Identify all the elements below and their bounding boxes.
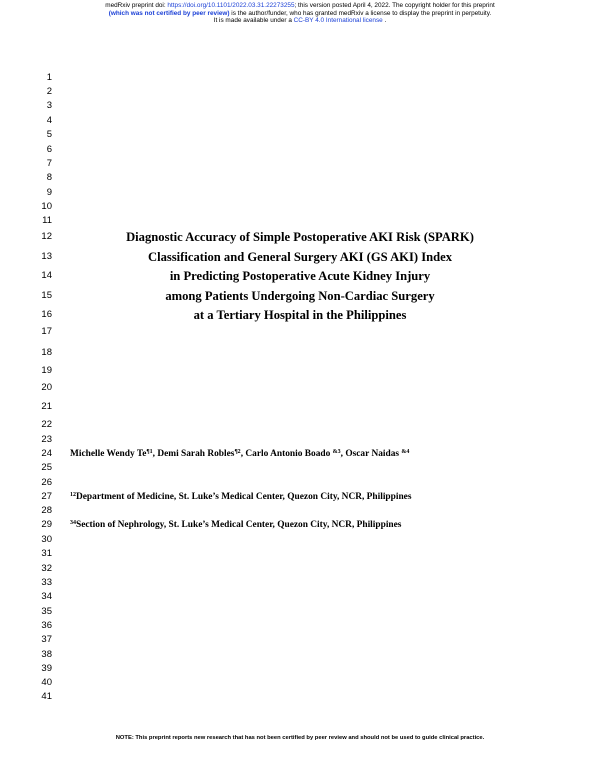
line-number: 36 <box>41 620 52 631</box>
line-number: 32 <box>41 563 52 574</box>
line-number: 38 <box>41 649 52 660</box>
affiliation-2-text: Section of Nephrology, St. Luke’s Medical Center, Quezon City, NCR, Philippines <box>76 520 402 530</box>
line-number: 33 <box>41 577 52 588</box>
author-2: , Demi Sarah Robles <box>152 449 235 459</box>
author-2-mark: ¶2 <box>234 449 241 455</box>
line-number: 18 <box>41 347 52 358</box>
affiliation-2 <box>70 520 401 531</box>
preprint-footer-note: NOTE: This preprint reports new research that has not been certified by peer review and should not be used to guide clinical practice. <box>115 735 485 741</box>
affiliation-1-mark: 12 <box>70 492 76 498</box>
line-number: 26 <box>41 477 52 488</box>
author-3-mark: &3 <box>332 449 341 455</box>
line-number: 23 <box>41 434 52 445</box>
line-number: 28 <box>41 505 52 516</box>
title-line: Diagnostic Accuracy of Simple Postoperative AKI Risk (SPARK) <box>126 230 474 244</box>
line-number: 9 <box>46 187 52 198</box>
line-number: 5 <box>46 129 52 140</box>
affiliation-1 <box>70 492 411 503</box>
header-line-1 <box>0 2 600 10</box>
header-period: . <box>382 17 387 25</box>
line-number: 12 <box>41 231 52 242</box>
header-license-text: is the author/funder, who has granted medRxiv a license to display the preprint in perpetuity. <box>229 9 492 17</box>
line-number: 1 <box>46 72 52 83</box>
author-list <box>70 449 409 460</box>
line-number: 6 <box>46 144 52 155</box>
line-number: 20 <box>41 382 52 393</box>
doi-link[interactable]: https://doi.org/10.1101/2022.03.31.22273255 <box>167 2 295 9</box>
line-number: 25 <box>41 462 52 473</box>
line-number: 40 <box>41 677 52 688</box>
line-number: 13 <box>41 251 52 262</box>
line-number: 16 <box>41 309 52 320</box>
line-number: 34 <box>41 591 52 602</box>
line-number: 15 <box>41 290 52 301</box>
line-number: 17 <box>41 326 52 337</box>
header-copyright-text: ; this version posted April 4, 2022. The copyright holder for this preprint <box>294 2 495 9</box>
author-1: Michelle Wendy Te <box>70 449 147 459</box>
line-number: 24 <box>41 448 52 459</box>
author-1-mark: ¶1 <box>146 449 153 455</box>
line-number: 30 <box>41 534 52 545</box>
title-line: Classification and General Surgery AKI (GS AKI) Index <box>147 250 453 264</box>
line-number: 2 <box>46 86 52 97</box>
header-line-2 <box>0 10 600 18</box>
line-number: 39 <box>41 663 52 674</box>
line-number: 22 <box>41 419 52 430</box>
title-line: among Patients Undergoing Non-Cardiac Surgery <box>165 289 435 303</box>
title-line: at a Tertiary Hospital in the Philippines <box>193 308 407 322</box>
header-availability-text: It is made available under a <box>213 17 294 25</box>
affiliation-1-text: Department of Medicine, St. Luke’s Medical Center, Quezon City, NCR, Philippines <box>76 492 412 502</box>
line-number: 21 <box>41 401 52 412</box>
line-number: 8 <box>46 172 52 183</box>
line-number: 7 <box>46 158 52 169</box>
line-number: 14 <box>41 270 52 281</box>
line-number: 19 <box>41 365 52 376</box>
line-number: 4 <box>46 115 52 126</box>
line-number: 29 <box>41 519 52 530</box>
line-number: 35 <box>41 606 52 617</box>
line-number: 27 <box>41 491 52 502</box>
line-number: 37 <box>41 634 52 645</box>
author-3: , Carlo Antonio Boado <box>240 449 333 459</box>
line-number: 11 <box>42 215 52 226</box>
header-doi-label: medRxiv preprint doi: <box>105 2 168 9</box>
line-number: 31 <box>41 548 52 559</box>
author-4-mark: &4 <box>401 449 410 455</box>
line-number: 3 <box>46 100 52 111</box>
affiliation-2-mark: 34 <box>70 520 76 526</box>
author-4: , Oscar Naidas <box>340 449 402 459</box>
peer-review-notice: (which was not certified by peer review) <box>108 9 230 17</box>
preprint-header <box>0 2 600 25</box>
header-line-3 <box>0 17 600 25</box>
title-line: in Predicting Postoperative Acute Kidney Injury <box>169 269 431 283</box>
line-number: 41 <box>41 691 52 702</box>
license-link[interactable]: CC-BY 4.0 International license <box>293 17 383 25</box>
line-number: 10 <box>41 201 52 212</box>
